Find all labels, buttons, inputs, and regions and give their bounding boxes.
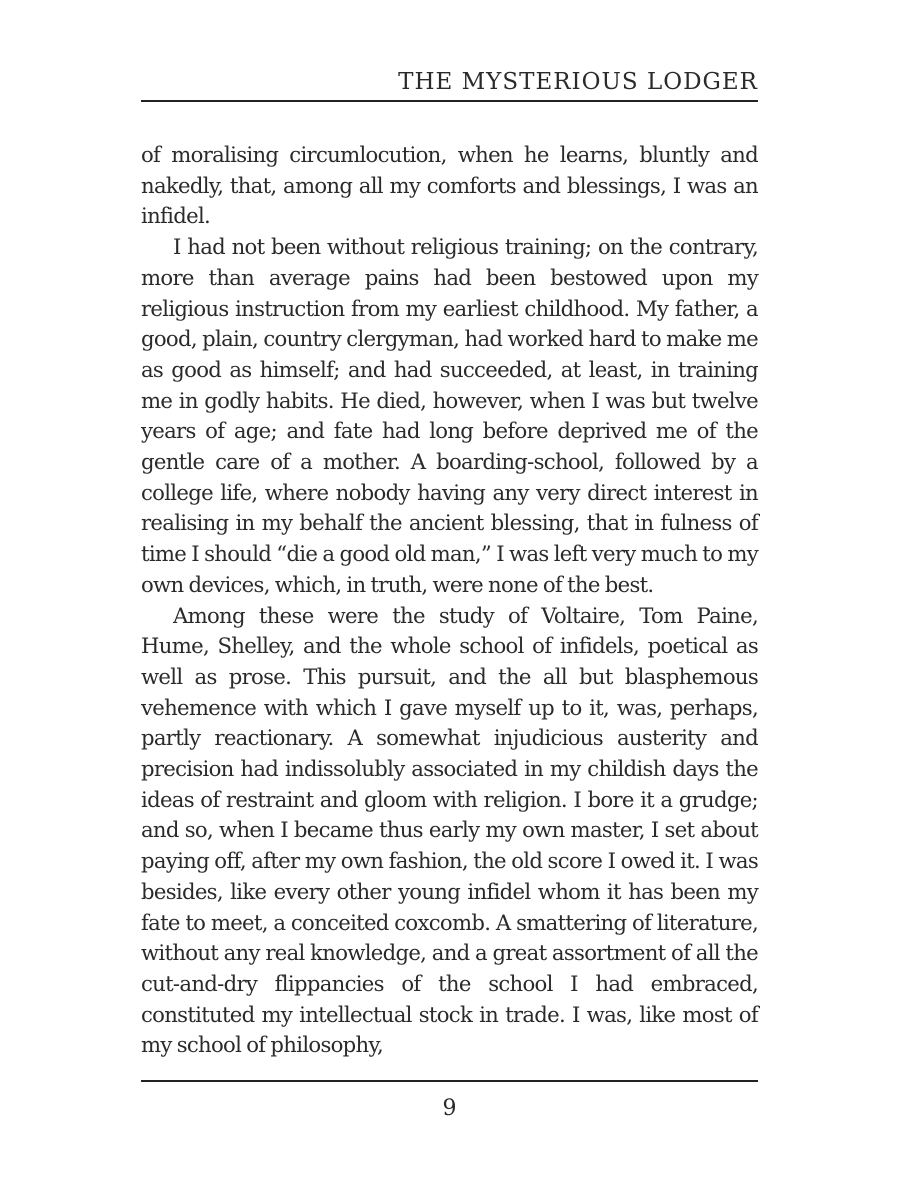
footer-rule — [141, 1080, 758, 1082]
running-head-title: THE MYSTERIOUS LODGER — [398, 69, 758, 95]
paragraph-continuation: of moralising circumlocution, when he learns, bluntly and nakedly, that, among all my comforts and blessings, I was an infidel. — [141, 142, 758, 229]
page-number: 9 — [442, 1096, 457, 1121]
paragraph-religious-training: I had not been without religious training; on the contrary, more than average pains had been bestowed upon my religious instruction from my earliest childhood. My father, a good, plain, country clergyman, had worked hard to make me as good as himself; and had succeeded, at least, in training me in godly habits. He died, however, when I was but twelve years of age; and fate had long before deprived me of the gentle care of a mother. A boarding-school, followed by a college life, where nobody having any very direct interest in realising in my behalf the ancient blessing, that in fulness of time I should “die a good old man,” I was left very much to my own devices, which, in truth, were none of the best. — [141, 234, 758, 597]
body-text — [141, 140, 758, 1061]
header-rule — [141, 100, 758, 102]
paragraph-infidel-studies: Among these were the study of Voltaire, Tom Paine, Hume, Shelley, and the whole school of infidels, poetical as well as prose. This pursuit, and the all but blasphemous vehemence with which I gave myself up to it, was, perhaps, partly reactionary. A somewhat injudicious austerity and precision had indissolubly associated in my childish days the ideas of restraint and gloom with religion. I bore it a grudge; and so, when I became thus early my own master, I set about paying off, after my own fashion, the old score I owed it. I was besides, like every other young infidel whom it has been my fate to meet, a conceited coxcomb. A smattering of literature, without any real knowledge, and a great assortment of all the cut-and-dry flippancies of the school I had embraced, constituted my intellectual stock in trade. I was, like most of my school of philosophy, — [141, 602, 758, 1058]
